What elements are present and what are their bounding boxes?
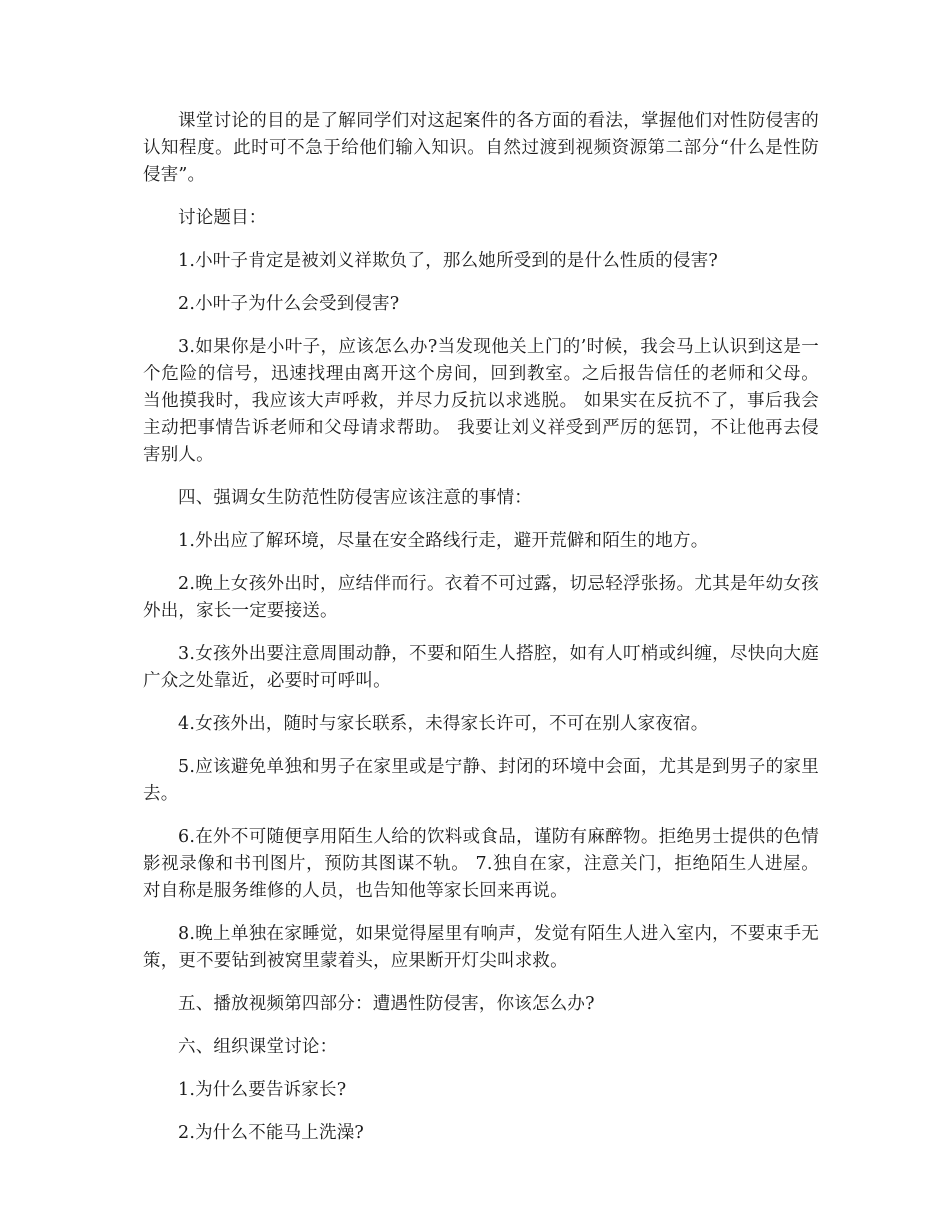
paragraph-tip-1: 1.外出应了解环境，尽量在安全路线行走，避开荒僻和陌生的地方。 xyxy=(178,531,709,551)
paragraph-section-five-heading: 五、播放视频第四部分：遭遇性防侵害，你该怎么办? xyxy=(178,994,595,1014)
paragraph-section-six-heading: 六、组织课堂讨论： xyxy=(178,1037,338,1057)
paragraph-tip-4: 4.女孩外出，随时与家长联系，未得家长许可，不可在别人家夜宿。 xyxy=(178,714,709,734)
paragraph-tip-5: 5.应该避免单独和男子在家里或是宁静、封闭的环境中会面，尤其是到男子的家里去。 xyxy=(143,757,819,804)
paragraph-tip-8: 8.晚上单独在家睡觉，如果觉得屋里有响声，发觉有陌生人进入室内，不要束手无策，更不要钻到被窝里蒙着头，应果断开灯尖叫求救。 xyxy=(143,924,819,971)
paragraph-intro: 课堂讨论的目的是了解同学们对这起案件的各方面的看法，掌握他们对性防侵害的认知程度。此时可不急于给他们输入知识。自然过渡到视频资源第二部分“什么是性防侵害”。 xyxy=(143,111,819,185)
paragraph-tip-2: 2.晚上女孩外出时，应结伴而行。衣着不可过露，切忌轻浮张扬。尤其是年幼女孩外出，家长一定要接送。 xyxy=(143,574,819,621)
paragraph-section-four-heading: 四、强调女生防范性防侵害应该注意的事情： xyxy=(178,488,532,508)
paragraph-discussion-question-2: 2.为什么不能马上洗澡? xyxy=(178,1123,364,1143)
paragraph-question-2: 2.小叶子为什么会受到侵害? xyxy=(178,294,400,314)
paragraph-discussion-heading: 讨论题目： xyxy=(178,208,267,228)
paragraph-question-1: 1.小叶子肯定是被刘义祥欺负了，那么她所受到的是什么性质的侵害? xyxy=(178,251,718,271)
document-page xyxy=(143,108,819,1163)
paragraph-question-3: 3.如果你是小叶子，应该怎么办?当发现他关上门的’时候，我会马上认识到这是一个危险的信号，迅速找理由离开这个房间，回到教室。之后报告信任的老师和父母。 当他摸我时，我应该大声呼救，并尽力反抗以求逃脱。 如果实在反抗不了，事后我会主动把事情告诉老师和父母请求帮助。 我要让刘义祥受到严厉的惩罚，不让他再去侵害别人。 xyxy=(143,337,819,465)
paragraph-tip-3: 3.女孩外出要注意周围动静，不要和陌生人搭腔，如有人叮梢或纠缠，尽快向大庭广众之处靠近，必要时可呼叫。 xyxy=(143,644,819,691)
paragraph-discussion-question-1: 1.为什么要告诉家长? xyxy=(178,1080,347,1100)
paragraph-tip-6-7: 6.在外不可随便享用陌生人给的饮料或食品，谨防有麻醉物。拒绝男士提供的色情影视录像和书刊图片，预防其图谋不轨。 7.独自在家，注意关门，拒绝陌生人进屋。对自称是服务维修的人员，也告知他等家长回来再说。 xyxy=(143,827,819,901)
